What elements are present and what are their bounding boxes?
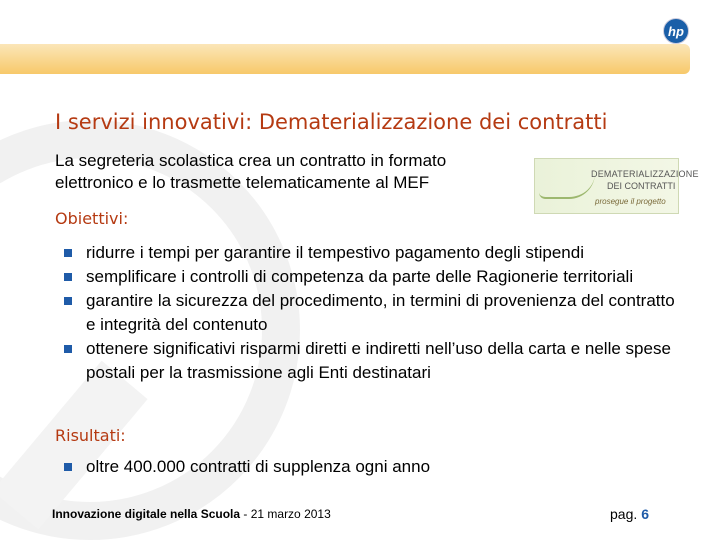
- list-item-text: ottenere significativi risparmi diretti e indiretti nell’uso della carta e nelle spese postali per la trasmissione agli Enti destinatari: [86, 339, 671, 382]
- intro-text: La segreteria scolastica crea un contratto in formato elettronico e lo trasmette telematicamente al MEF: [55, 151, 447, 192]
- list-item: [62, 265, 682, 289]
- footer-event-name: Innovazione digitale nella Scuola: [52, 507, 241, 521]
- square-bullet-icon: [64, 297, 72, 305]
- objectives-list: [62, 241, 682, 385]
- page-label: pag.: [610, 506, 638, 522]
- list-item-text: ridurre i tempi per garantire il tempestivo pagamento degli stipendi: [86, 243, 584, 262]
- image-caption-line1: DEMATERIALIZZAZIONE: [591, 169, 699, 179]
- hp-logo: hp: [663, 18, 689, 44]
- results-list: [62, 455, 682, 479]
- list-item: [62, 241, 682, 265]
- image-caption-line3: prosegue il progetto: [595, 197, 666, 206]
- list-item-text: semplificare i controlli di competenza da parte delle Ragionerie territoriali: [86, 267, 634, 286]
- square-bullet-icon: [64, 249, 72, 257]
- list-item: [62, 289, 682, 337]
- square-bullet-icon: [64, 463, 72, 471]
- signature-scribble-icon: [539, 173, 595, 199]
- square-bullet-icon: [64, 273, 72, 281]
- footer-date: - 21 marzo 2013: [240, 507, 331, 521]
- objectives-heading: Obiettivi:: [55, 209, 129, 228]
- square-bullet-icon: [64, 345, 72, 353]
- slide-title: I servizi innovativi: Dematerializzazione dei contratti: [55, 110, 608, 134]
- list-item-text: oltre 400.000 contratti di supplenza ogni anno: [86, 457, 431, 476]
- image-caption-line2: DEI CONTRATTI: [607, 181, 676, 191]
- list-item-text: garantire la sicurezza del procedimento, in termini di provenienza del contratto e integrità del contenuto: [86, 291, 675, 334]
- list-item: [62, 337, 682, 385]
- footer-label: [52, 507, 331, 521]
- list-item: [62, 455, 682, 479]
- results-heading: Risultati:: [55, 426, 126, 445]
- page-number: 6: [641, 506, 650, 522]
- header-band: [0, 44, 690, 74]
- page-indicator: [610, 506, 649, 522]
- dematerializzazione-image: [534, 158, 699, 214]
